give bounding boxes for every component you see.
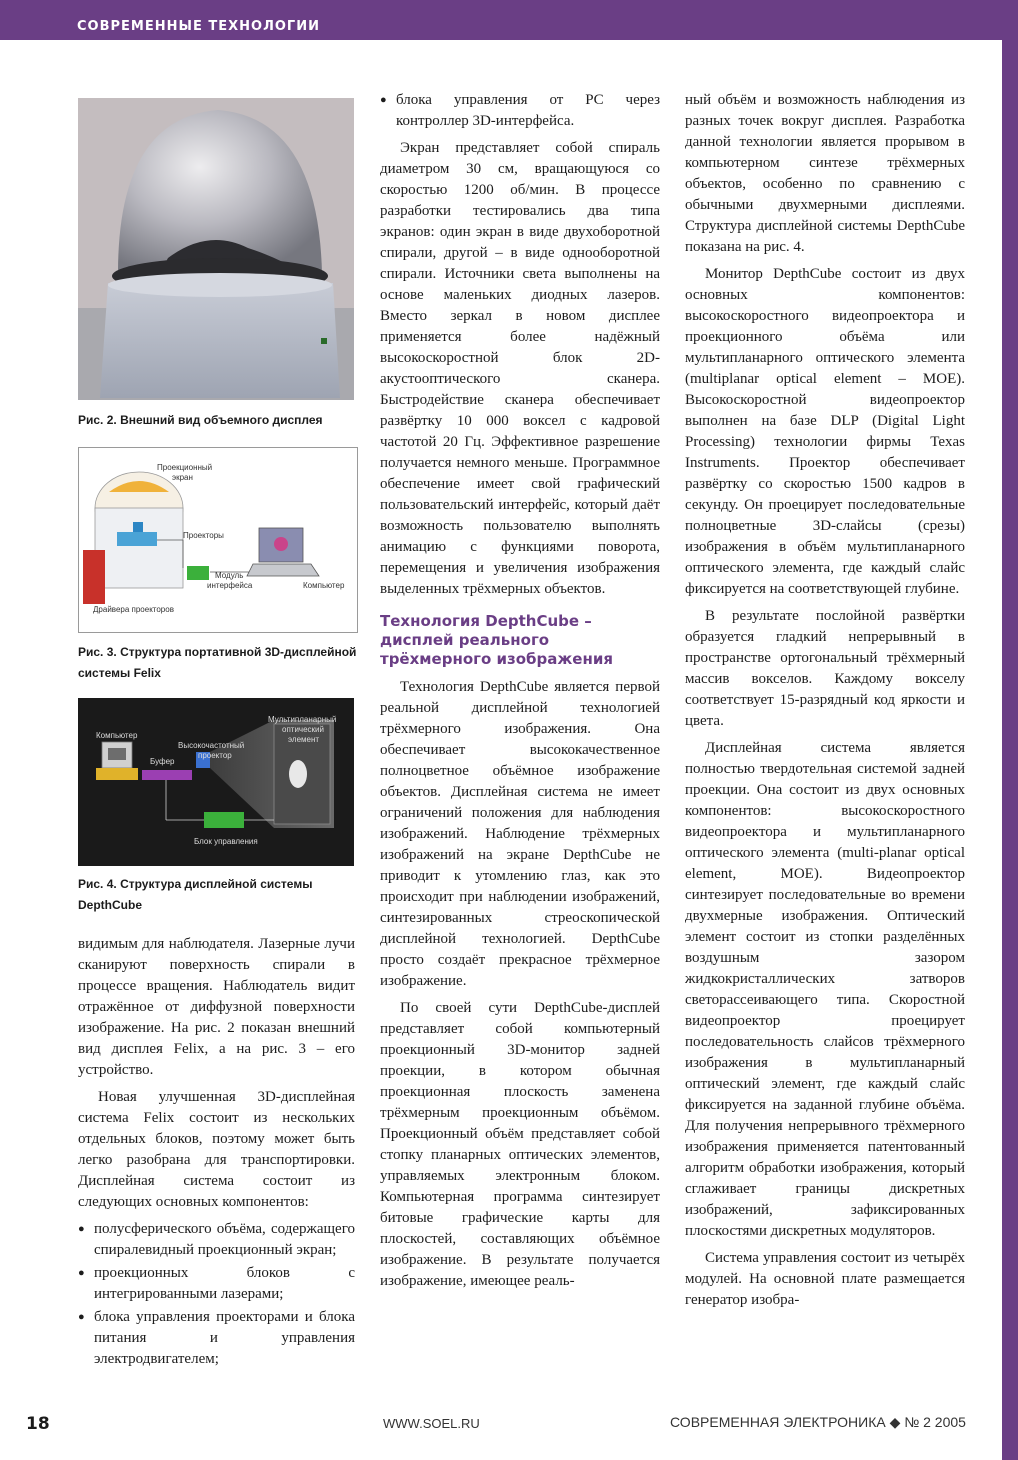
list-item: ● блока управления проекторами и блока питания и управления электродвигателем; <box>78 1307 355 1370</box>
felix-structure-diagram <box>78 447 358 633</box>
list-item: ● блока управления от PC через контроллер 3D-интерфейса. <box>380 90 660 132</box>
buffer-shape <box>142 770 192 780</box>
label-moe-1: Мультипланарный <box>268 715 337 724</box>
laptop-screen-image <box>274 537 288 551</box>
section-heading <box>380 612 660 669</box>
projector-top <box>133 522 143 532</box>
moe-3d-image <box>289 760 307 788</box>
paragraph: Монитор DepthCube состоит из двух основных компонентов: высокоскоростного видеопроектора и проекционного объёма или мультипланарного оптического элемента (multiplanar optical element – MOE). Высокоскоростной видеопроектор выполнен на базе DLP (Digital Light Processing) технологии фирмы Texas Instruments. Проектор обеспечивает развёртку со скоростью 1500 кадров в секунду. Он проецирует последовательные полноцветные 3D-слайсы (срезы) изображения в объём мультипланарного оптического элемента, где каждый слайс фиксируется на соответствующей глубине. <box>685 266 965 597</box>
column-2 <box>380 90 660 1298</box>
interface-module-shape <box>187 566 209 580</box>
list-item: ● полусферического объёма, содержащего спиралевидный проекционный экран; <box>78 1219 355 1261</box>
label-computer: Компьютер <box>96 731 138 740</box>
paragraph: Система управления состоит из четырёх модулей. На основной плате размещается генератор изобра- <box>685 1250 965 1308</box>
base-cylinder <box>95 508 183 588</box>
footer-journal: СОВРЕМЕННАЯ ЭЛЕКТРОНИКА ◆ № 2 2005 <box>670 1414 966 1430</box>
page-number: 18 <box>26 1414 50 1434</box>
paragraph: Экран представляет собой спираль диаметром 30 см, вращающуюся со скоростью 1200 об/мин. В процессе разработки тестировались два типа экранов: один экран в виде двухоборотной спирали, другой – в виде однооборотной спирали. Источники света выполнены на основе маленьких диодных лазеров. Вместо зеркал в новом дисплее применяется более надёжный высокоскоростной блок 2D-акустооптического сканера. Быстродействие сканера обеспечивает развёртку 10 000 воксел с кадровой частотой 20 Гц. Эффективное разрешение получается немного меньше. Программное обеспечение имеет свой графический пользовательский интерфейс, который даёт возможность пользователю выполнять анимацию с функциями поворота, перемещения и увеличения изображения выделенных трёхмерных объектов. <box>380 140 660 597</box>
paragraph: В результате послойной развёртки образуется гладкий непрерывный в пространстве ортогональный трёхмерный массив вокселов. Каждому вокселу соответствует 15-разрядный код яркости и цвета. <box>685 608 965 729</box>
label-projectors: Проекторы <box>183 531 224 540</box>
paragraph: Технология DepthCube является первой реальной дисплейной технологией трёхмерного изображения. Она обеспечивает высококачественное полноцветное объёмное изображение объектов. Дисплейная система не имеет ограничений положения для наблюдения изображений. Наблюдение трёхмерных изображений на экране DepthCube не приводит к утомлению глаз, как это происходит при наблюдении изображений, синтезированных стреоскопической дисплейной технологией. DepthCube просто создаёт прекрасное трёхмерное изображение. <box>380 679 660 989</box>
heading-line: Технология DepthCube – <box>380 612 592 630</box>
component-list <box>78 1219 355 1370</box>
label-projector-2: проектор <box>198 751 232 760</box>
control-unit-shape <box>204 812 244 828</box>
label-drivers: Драйвера проекторов <box>93 605 174 614</box>
figure-2-caption: Рис. 2. Внешний вид объемного дисплея <box>78 413 323 427</box>
label-moe-2: оптический <box>282 725 324 734</box>
paragraph: Дисплейная система является полностью твердотельная системой задней проекции. Она состоит из двух основных компонентов: высокоскоростного видеопроектора и мультипланарного оптического элемента (multi-planar optical element, MOE). Видеопроектор синтезирует последовательные во времени двухмерные изображения. Оптический элемент состоит из стопки разделённых воздушным зазором жидкокристаллических затворов светорассеивающего типа. Скоростной видеопроектор проецирует последовательность слайсов трёхмерного изображения в мультипланарный оптический элемент, где каждый слайс фиксируется на заданной глубине объёма. Для получения непрерывного трёхмерного изображения применяется патентованный алгоритм обработки изображения, который сглаживает границы дискретных изображений, зафиксированных плоскостями дискретных модуляторов. <box>685 740 965 1239</box>
heading-line: дисплей реального <box>380 631 550 649</box>
laptop-base <box>247 564 319 576</box>
label-buffer: Буфер <box>150 757 175 766</box>
label-control: Блок управления <box>194 837 258 846</box>
label-moe-3: элемент <box>288 735 320 744</box>
column-3 <box>685 90 965 1317</box>
dome-display-illustration <box>78 98 354 400</box>
section-title: СОВРЕМЕННЫЕ ТЕХНОЛОГИИ <box>77 19 320 34</box>
paragraph: видимым для наблюдателя. Лазерные лучи сканируют поверхность спирали в процессе вращения. Наблюдатель видит отражённое от диффузной поверхности изображение. На рис. 2 показан внешний вид дисплея Felix, а на рис. 3 – его устройство. <box>78 936 355 1078</box>
volumetric-display-photo <box>78 98 354 400</box>
paragraph: ный объём и возможность наблюдения из разных точек вокруг дисплея. Разработка данной технологии является прорывом в компьютерном синтезе трёхмерных объектов, особенно по сравнению с обычными двухмерными дисплеями. Структура дисплейной системы DepthCube показана на рис. 4. <box>685 92 965 255</box>
computer-screen <box>108 748 126 760</box>
heading-line: трёхмерного изображения <box>380 650 613 668</box>
column-1 <box>78 934 355 1376</box>
component-list-continued <box>380 90 660 132</box>
projector-block <box>117 532 157 546</box>
footer-url: WWW.SOEL.RU <box>383 1416 480 1431</box>
label-projector-1: Высокочастотный <box>178 741 245 750</box>
label-module-1: Модуль <box>215 571 244 580</box>
paragraph: По своей сути DepthCube-дисплей представляет собой компьютерный проекционный 3D-монитор задней проекции, в котором обычная проекционная плоскость заменена трёхмерным проекционным объёмом. Проекционный объём представляет собой стопку планарных оптических элементов, управляемых электронным блоком. Компьютерная программа синтезирует битовые графические карты для плоскостей, составляющих объёмное изображение. В результате получается изображение, имеющее реаль- <box>380 1000 660 1289</box>
figure-4-caption: Рис. 4. Структура дисплейной системы DepthCube <box>78 877 313 912</box>
paragraph: Новая улучшенная 3D-дисплейная система Felix состоит из нескольких отдельных блоков, поэтому может быть легко разобрана для транспортировки. Дисплейная система состоит из следующих основных компонентов: <box>78 1089 355 1210</box>
label-screen-1: Проекционный <box>157 463 213 472</box>
projector-drivers-shape <box>83 550 105 604</box>
label-screen-2: экран <box>172 473 193 482</box>
computer-base <box>96 768 138 780</box>
label-computer: Компьютер <box>303 581 345 590</box>
list-item: ● проекционных блоков с интегрированными лазерами; <box>78 1263 355 1305</box>
depthcube-structure-diagram <box>78 698 354 866</box>
figure-3-caption: Рис. 3. Структура портативной 3D-дисплейной системы Felix <box>78 645 357 680</box>
label-module-2: интерфейса <box>207 581 253 590</box>
right-edge-strip <box>1002 0 1018 1460</box>
